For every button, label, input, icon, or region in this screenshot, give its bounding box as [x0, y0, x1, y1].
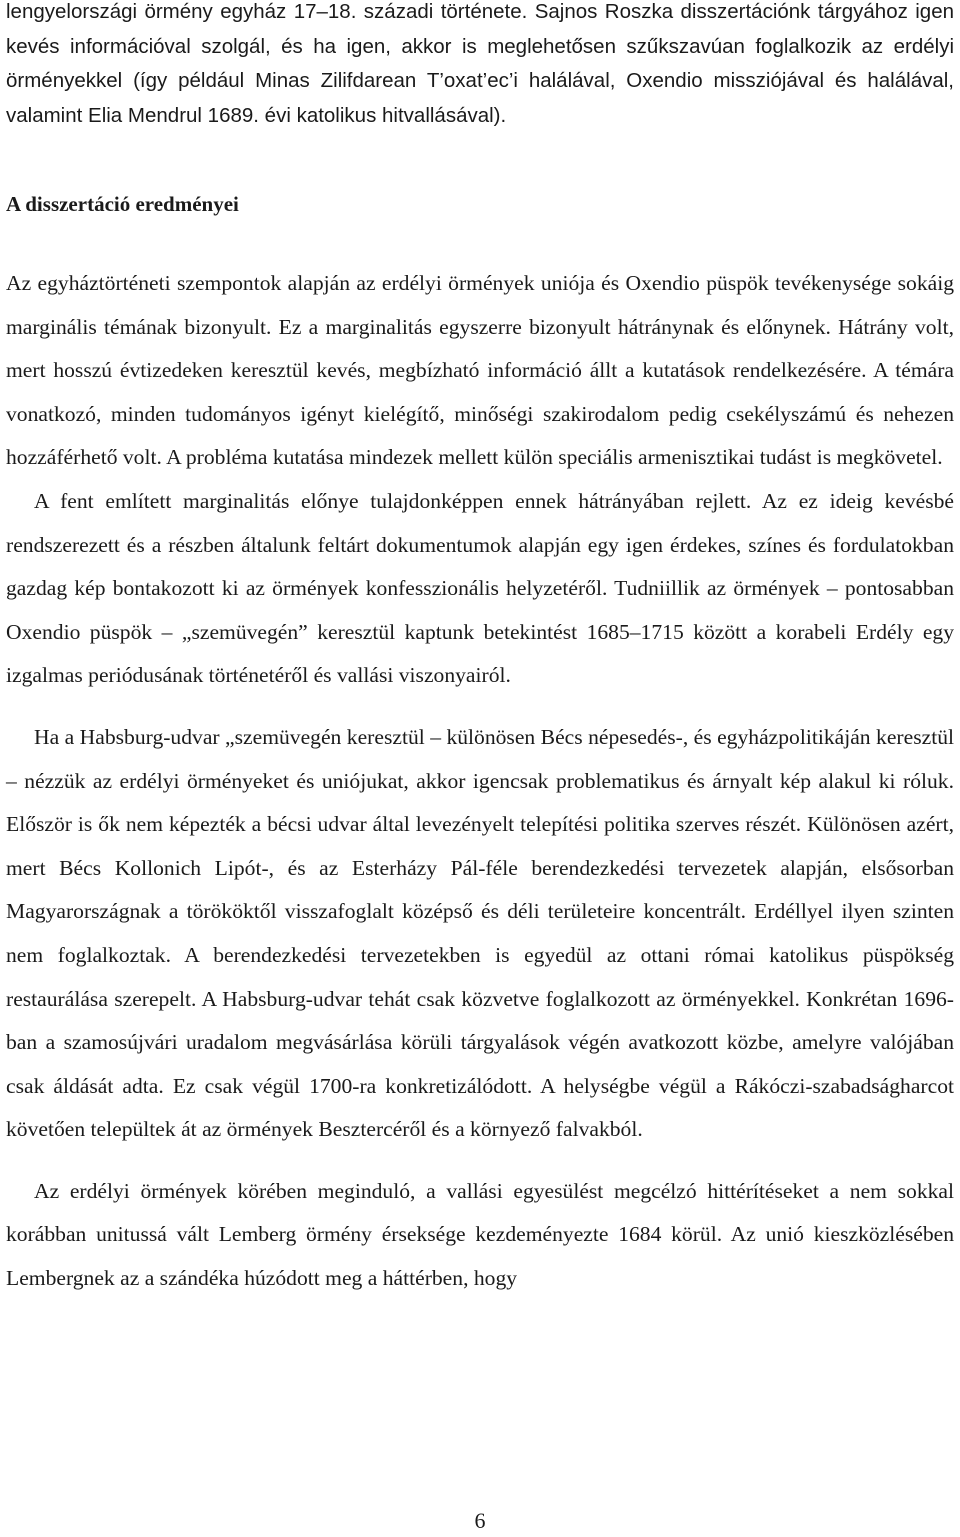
paragraph-3: Ha a Habsburg-udvar „szemüvegén keresztül – különösen Bécs népesedés-, és egyházpolitikáján keresztül – nézzük az erdélyi örményeket és uniójukat, akkor igencsak problematikus és árnyalt kép alakul ki róluk. Először is ők nem képezték a bécsi udvar által levezényelt telepítési politika szerves részét. Különösen azért, mert Bécs Kollonich Lipót-, és az Esterházy Pál-féle berendezkedési tervezetek alapján, elsősorban Magyarországnak a törököktől visszafoglalt középső és déli területeire koncentrált. Erdéllyel ilyen szinten nem foglalkoztak. A berendezkedési tervezetekben is egyedül az ottani római katolikus püspökség restaurálása szerepelt. A Habsburg-udvar tehát csak közvetve foglalkozott az örményekkel. Konkrétan 1696-ban a szamosújvári uradalom megvásárlása körüli tárgyalások végén avatkozott közbe, amelyre valójában csak áldását adta. Ez csak végül 1700-ra konkretizálódott. A helységbe végül a Rákóczi-szabadságharcot követően települtek át az örmények Besztercéről és a környező falvakból. [6, 724, 954, 1142]
paragraph-1: Az egyháztörténeti szempontok alapján az erdélyi örmények uniója és Oxendio püspök tevékenysége sokáig marginális témának bizonyult. Ez a marginalitás egyszerre bizonyult hátránynak és előnynek. Hátrány volt, mert hosszú évtizedeken keresztül kevés, megbízható információ állt a kutatások rendelkezésére. A témára vonatkozó, minden tudományos igényt kielégítő, minőségi szakirodalom pedig csekélyszámú és nehezen hozzáférhető volt. A probléma kutatása mindezek mellett külön speciális armenisztikai tudást is megkövetel. [6, 271, 954, 470]
intro-paragraph [6, 0, 954, 133]
intro-text: lengyelországi örmény egyház 17–18. századi története. Sajnos Roszka disszertációnk tárgyához igen kevés információval szolgál, és ha igen, akkor is meglehetősen szűkszavúan foglalkozik az erdélyi örményekkel (így például Minas Zilifdarean T’oxat’ec’i halálával, Oxendio missziójával és halálával, valamint Elia Mendrul 1689. évi katolikus hitvallásával). [6, 0, 954, 127]
paragraph-2: A fent említett marginalitás előnye tulajdonképpen ennek hátrányában rejlett. Az ez ideig kevésbé rendszerezett és a részben általunk feltárt dokumentumok alapján egy igen érdekes, színes és fordulatokban gazdag kép bontakozott ki az örmények konfesszionális helyzetéről. Tudniillik az örmények – pontosabban Oxendio püspök – „szemüvegén” keresztül kaptunk betekintést 1685–1715 között a korabeli Erdély egy izgalmas periódusának történetéről és vallási viszonyairól. [6, 488, 954, 688]
page-number: 6 [474, 1508, 486, 1533]
section-heading: A disszertáció eredményei [6, 192, 239, 216]
body-text [6, 262, 954, 1301]
paragraph-4: Az erdélyi örmények körében meginduló, a vallási egyesülést megcélzó hittérítéseket a nem sokkal korábban unitussá vált Lemberg örmény érseksége kezdeményezte 1684 körül. Az unió kieszközlésében Lembergnek az a szándéka húzódott meg a háttérben, hogy [6, 1178, 954, 1291]
